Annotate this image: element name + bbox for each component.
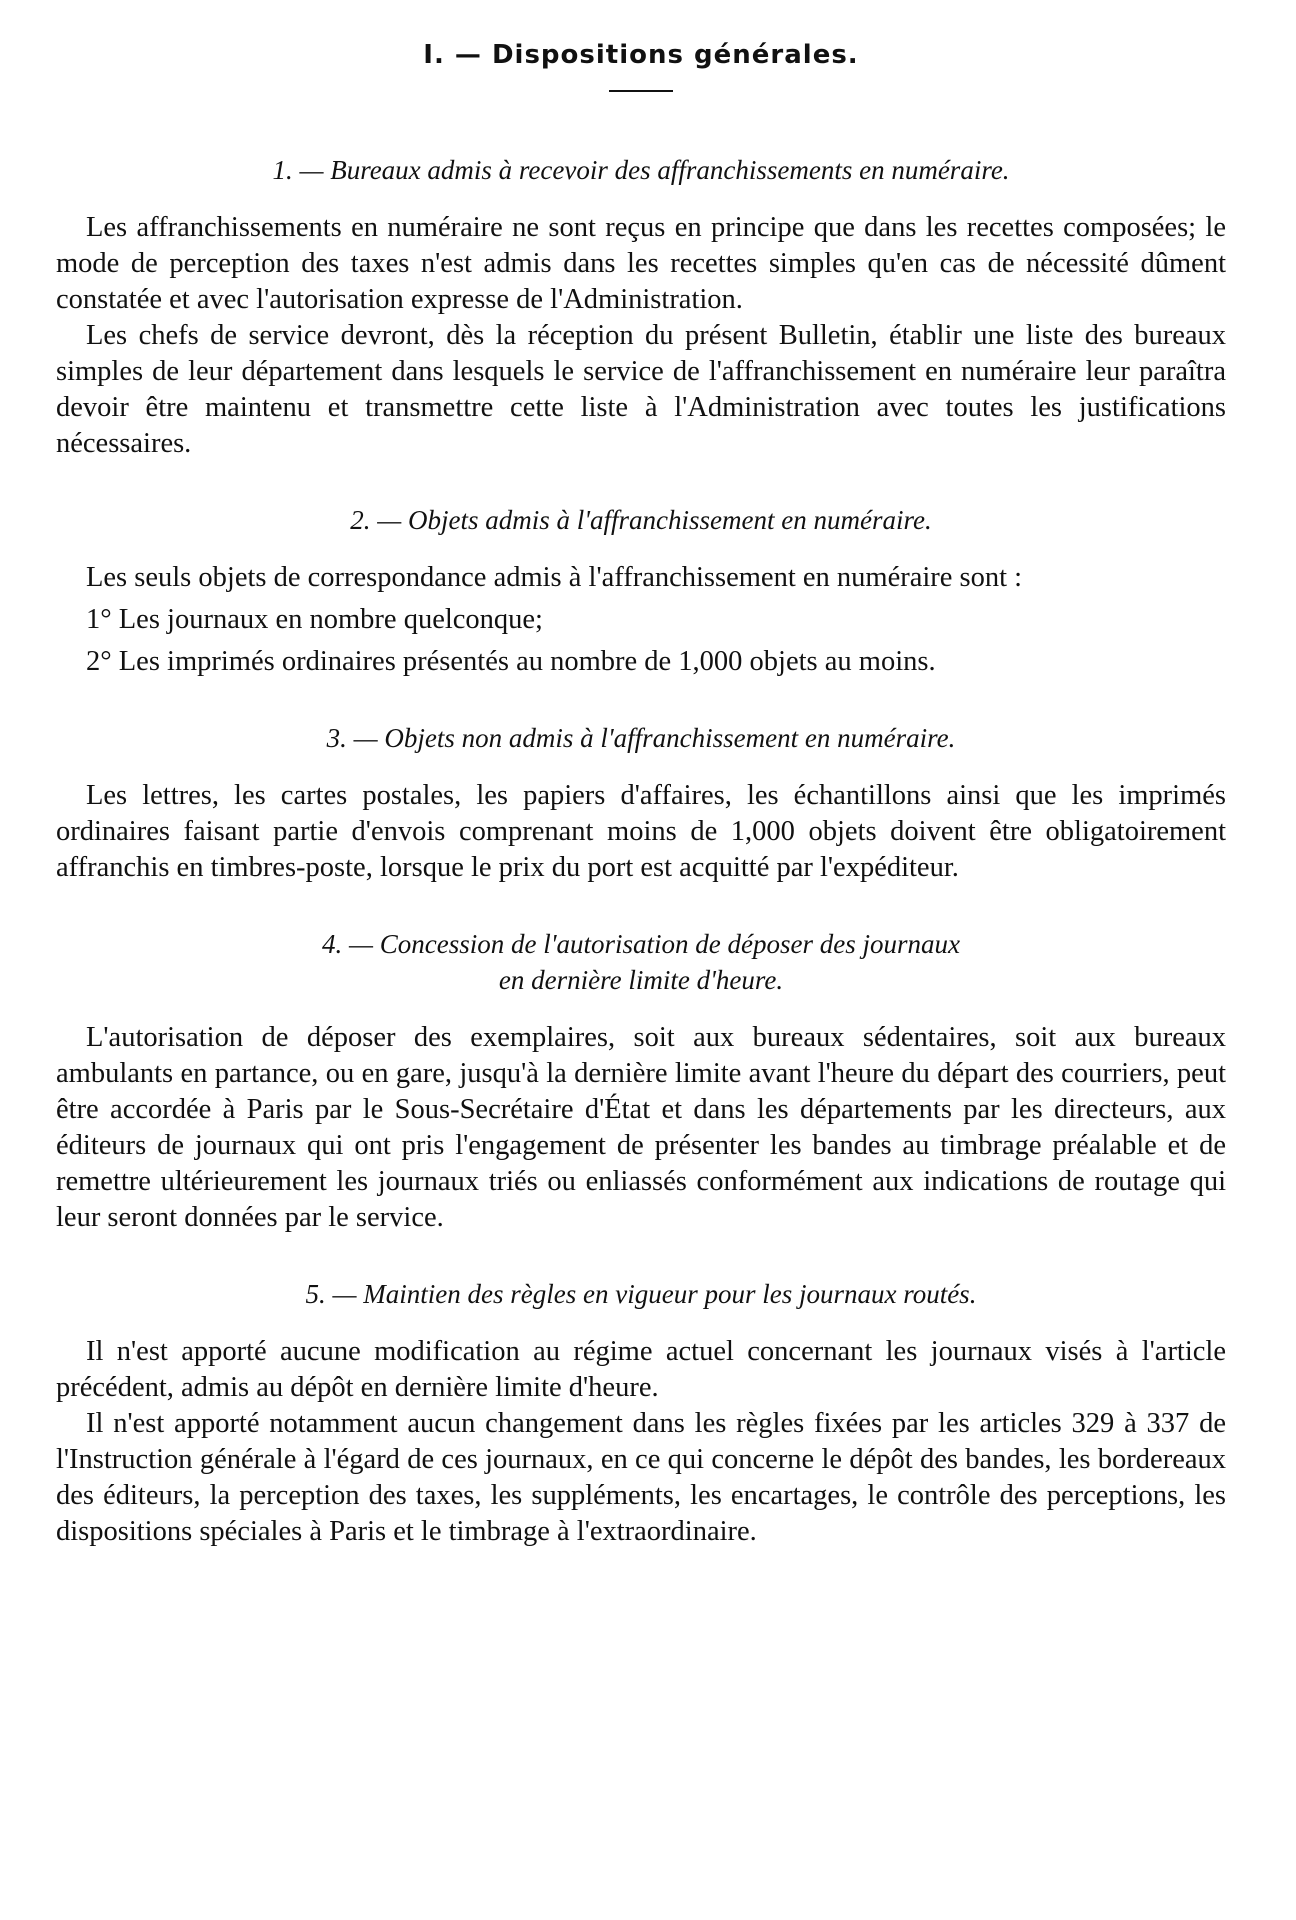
section-heading: 5. — Maintien des règles en vigueur pour les journaux routés. [305,1279,977,1309]
paragraph: Les chefs de service devront, dès la réception du présent Bulletin, établir une liste des bureaux simples de leur département dans lesquels le service de l'affranchissement en numéraire leur paraîtra devoir être maintenu et transmettre cette liste à l'Administration avec toutes les justifications nécessaires. [56,320,1226,459]
section-heading: 2. — Objets admis à l'affranchissement en numéraire. [350,505,932,535]
paragraph: Il n'est apporté notamment aucun changement dans les règles fixées par les articles 329 à 337 de l'Instruction générale à l'égard de ces journaux, en ce qui concerne le dépôt des bandes, les bordereaux des éditeurs, la perception des taxes, les suppléments, les encartages, le contrôle des perceptions, les dispositions spéciales à Paris et le timbrage à l'extraordinaire. [56,1408,1226,1547]
section-heading-line: en dernière limite d'heure. [498,965,784,995]
section-1 [56,152,1226,462]
section-heading: 1. — Bureaux admis à recevoir des affranchissements en numéraire. [272,155,1010,185]
document-page [56,40,1226,1590]
paragraph: Les affranchissements en numéraire ne sont reçus en principe que dans les recettes composées; le mode de perception des taxes n'est admis dans les recettes simples qu'en cas de nécessité dûment constatée et avec l'autorisation expresse de l'Administration. [56,212,1226,315]
paragraph: L'autorisation de déposer des exemplaires, soit aux bureaux sédentaires, soit aux bureaux ambulants en partance, ou en gare, jusqu'à la dernière limite avant l'heure du départ des courriers, peut être accordée à Paris par le Sous-Secrétaire d'État et dans les départements par les directeurs, aux éditeurs de journaux qui ont pris l'engagement de présenter les bandes au timbrage préalable et de remettre ultérieurement les journaux triés ou enliassés conformément aux indications de routage qui leur seront données par le service. [56,1022,1226,1233]
page-title: I. — Dispositions générales. [423,40,859,70]
paragraph: Les seuls objets de correspondance admis à l'affranchissement en numéraire sont : [86,562,1023,593]
section-3 [56,720,1226,886]
section-heading: 3. — Objets non admis à l'affranchissement en numéraire. [326,723,956,753]
paragraph: Les lettres, les cartes postales, les papiers d'affaires, les échantillons ainsi que les imprimés ordinaires faisant partie d'envois comprenant moins de 1,000 objets doivent être obligatoirement affranchis en timbres-poste, lorsque le prix du port est acquitté par l'expéditeur. [56,780,1226,883]
section-heading [56,926,1226,998]
list-item: 2° Les imprimés ordinaires présentés au nombre de 1,000 objets au moins. [86,646,936,677]
section-5 [56,1276,1226,1550]
section-2 [56,502,1226,680]
paragraph: Il n'est apporté aucune modification au régime actuel concernant les journaux visés à l'article précédent, admis au dépôt en dernière limite d'heure. [56,1336,1226,1403]
title-rule [609,90,673,92]
section-heading-line: 4. — Concession de l'autorisation de déposer des journaux [322,929,960,959]
section-4 [56,926,1226,1236]
list-item: 1° Les journaux en nombre quelconque; [86,604,543,635]
